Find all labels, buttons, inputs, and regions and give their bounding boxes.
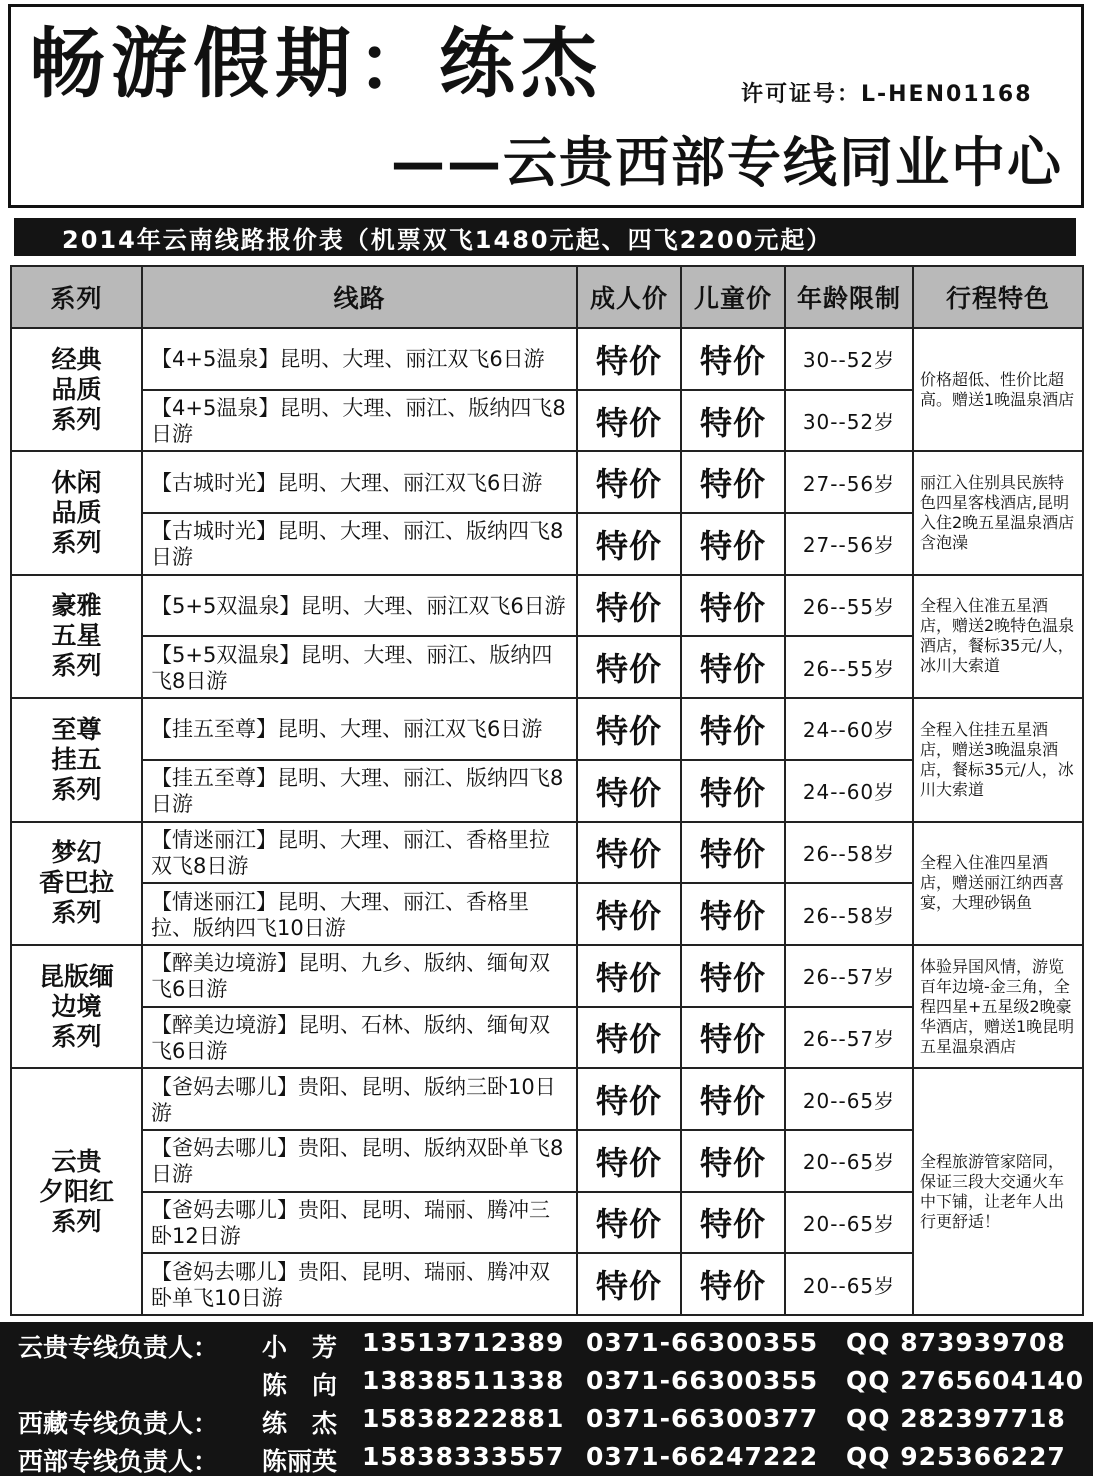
- route-cell: 【古城时光】昆明、大理、丽江、版纳四飞8日游: [142, 513, 577, 575]
- contact-qq: QQ 873939708: [846, 1328, 1066, 1357]
- age-limit-cell: 30--52岁: [785, 390, 913, 452]
- contact-mobile: 13513712389: [362, 1328, 565, 1357]
- child-price-cell: 特价: [681, 328, 785, 390]
- child-price-cell: 特价: [681, 636, 785, 698]
- route-cell: 【5+5双温泉】昆明、大理、丽江、版纳四飞8日游: [142, 636, 577, 698]
- route-cell: 【爸妈去哪儿】贵阳、昆明、版纳双卧单飞8日游: [142, 1130, 577, 1192]
- series-cell: 经典 品质 系列: [11, 328, 142, 451]
- age-limit-cell: 26--58岁: [785, 883, 913, 945]
- adult-price-cell: 特价: [577, 1068, 681, 1130]
- subtitle: ——云贵西部专线同业中心: [391, 131, 1063, 194]
- child-price-cell: 特价: [681, 575, 785, 637]
- table-row: [11, 1068, 1083, 1130]
- header-box: [8, 4, 1084, 208]
- series-cell: 至尊 挂五 系列: [11, 698, 142, 821]
- route-cell: 【5+5双温泉】昆明、大理、丽江双飞6日游: [142, 575, 577, 637]
- price-banner: 2014年云南线路报价表（机票双飞1480元起、四飞2200元起）: [14, 218, 1076, 256]
- contact-phone: 0371-66300355: [586, 1366, 819, 1395]
- contact-row: [0, 1402, 1093, 1440]
- series-cell: 休闲 品质 系列: [11, 451, 142, 574]
- adult-price-cell: 特价: [577, 1007, 681, 1069]
- contact-phone: 0371-66247222: [586, 1442, 819, 1471]
- age-limit-cell: 20--65岁: [785, 1253, 913, 1315]
- route-cell: 【挂五至尊】昆明、大理、丽江双飞6日游: [142, 698, 577, 760]
- contact-name: 练 杰: [262, 1409, 338, 1438]
- age-limit-cell: 26--55岁: [785, 636, 913, 698]
- adult-price-cell: 特价: [577, 575, 681, 637]
- age-limit-cell: 20--65岁: [785, 1068, 913, 1130]
- table-row: [11, 945, 1083, 1007]
- age-limit-cell: 27--56岁: [785, 513, 913, 575]
- feature-cell: 全程旅游管家陪同，保证三段大交通火车中下铺，让老年人出行更舒适！: [913, 1068, 1083, 1315]
- contact-mobile: 15838222881: [362, 1404, 565, 1433]
- adult-price-cell: 特价: [577, 328, 681, 390]
- header-route: 线路: [142, 266, 577, 328]
- contact-name: 陈 向: [262, 1371, 338, 1400]
- contact-mobile: 13838511338: [362, 1366, 565, 1395]
- child-price-cell: 特价: [681, 1253, 785, 1315]
- child-price-cell: 特价: [681, 760, 785, 822]
- age-limit-cell: 26--57岁: [785, 945, 913, 1007]
- contact-qq: QQ 282397718: [846, 1404, 1066, 1433]
- contact-phone: 0371-66300377: [586, 1404, 819, 1433]
- route-cell: 【爸妈去哪儿】贵阳、昆明、瑞丽、腾冲双卧单飞10日游: [142, 1253, 577, 1315]
- contact-row: [0, 1440, 1093, 1476]
- route-cell: 【爸妈去哪儿】贵阳、昆明、瑞丽、腾冲三卧12日游: [142, 1192, 577, 1254]
- child-price-cell: 特价: [681, 451, 785, 513]
- adult-price-cell: 特价: [577, 760, 681, 822]
- age-limit-cell: 24--60岁: [785, 698, 913, 760]
- child-price-cell: 特价: [681, 513, 785, 575]
- feature-cell: 体验异国风情，游览百年边境-金三角，全程四星+五星级2晚豪华酒店，赠送1晚昆明五星温泉酒店: [913, 945, 1083, 1068]
- brand-title: 畅游假期：练杰: [29, 19, 603, 108]
- route-cell: 【古城时光】昆明、大理、丽江双飞6日游: [142, 451, 577, 513]
- table-row: [11, 575, 1083, 637]
- tour-price-table: [10, 265, 1084, 1316]
- series-cell: 豪雅 五星 系列: [11, 575, 142, 698]
- feature-cell: 全程入住准四星酒店，赠送丽江纳西喜宴，大理砂锅鱼: [913, 822, 1083, 945]
- contacts-panel: [0, 1322, 1093, 1476]
- contact-row: [0, 1326, 1093, 1364]
- series-cell: 云贵 夕阳红 系列: [11, 1068, 142, 1315]
- feature-cell: 价格超低、性价比超高。赠送1晚温泉酒店: [913, 328, 1083, 451]
- child-price-cell: 特价: [681, 945, 785, 1007]
- contact-role: 云贵专线负责人：: [18, 1333, 219, 1362]
- table-row: [11, 451, 1083, 513]
- route-cell: 【情迷丽江】昆明、大理、丽江、香格里拉、版纳四飞10日游: [142, 883, 577, 945]
- adult-price-cell: 特价: [577, 1192, 681, 1254]
- child-price-cell: 特价: [681, 1130, 785, 1192]
- adult-price-cell: 特价: [577, 698, 681, 760]
- route-cell: 【醉美边境游】昆明、九乡、版纳、缅甸双飞6日游: [142, 945, 577, 1007]
- contact-name: 陈丽英: [262, 1447, 338, 1476]
- contact-role: 西部专线负责人：: [18, 1447, 219, 1476]
- contact-qq: QQ 925366227: [846, 1442, 1066, 1471]
- age-limit-cell: 26--55岁: [785, 575, 913, 637]
- adult-price-cell: 特价: [577, 822, 681, 884]
- contact-phone: 0371-66300355: [586, 1328, 819, 1357]
- adult-price-cell: 特价: [577, 636, 681, 698]
- child-price-cell: 特价: [681, 1192, 785, 1254]
- series-cell: 昆版缅 边境 系列: [11, 945, 142, 1068]
- feature-cell: 丽江入住别具民族特色四星客栈酒店,昆明入住2晚五星温泉酒店含泡澡: [913, 451, 1083, 574]
- route-cell: 【4+5温泉】昆明、大理、丽江、版纳四飞8日游: [142, 390, 577, 452]
- contact-qq: QQ 2765604140: [846, 1366, 1085, 1395]
- license-number: 许可证号：L-HEN01168: [741, 82, 1033, 107]
- header-feature: 行程特色: [913, 266, 1083, 328]
- table-row: [11, 328, 1083, 390]
- table-row: [11, 698, 1083, 760]
- contact-row: [0, 1364, 1093, 1402]
- adult-price-cell: 特价: [577, 883, 681, 945]
- header-series: 系列: [11, 266, 142, 328]
- contact-name: 小 芳: [262, 1333, 338, 1362]
- adult-price-cell: 特价: [577, 390, 681, 452]
- table-header-row: [11, 266, 1083, 328]
- header-child-price: 儿童价: [681, 266, 785, 328]
- route-cell: 【4+5温泉】昆明、大理、丽江双飞6日游: [142, 328, 577, 390]
- route-cell: 【情迷丽江】昆明、大理、丽江、香格里拉双飞8日游: [142, 822, 577, 884]
- age-limit-cell: 30--52岁: [785, 328, 913, 390]
- adult-price-cell: 特价: [577, 451, 681, 513]
- age-limit-cell: 20--65岁: [785, 1192, 913, 1254]
- child-price-cell: 特价: [681, 698, 785, 760]
- age-limit-cell: 26--57岁: [785, 1007, 913, 1069]
- child-price-cell: 特价: [681, 822, 785, 884]
- adult-price-cell: 特价: [577, 945, 681, 1007]
- adult-price-cell: 特价: [577, 1130, 681, 1192]
- age-limit-cell: 26--58岁: [785, 822, 913, 884]
- age-limit-cell: 27--56岁: [785, 451, 913, 513]
- age-limit-cell: 24--60岁: [785, 760, 913, 822]
- contact-mobile: 15838333557: [362, 1442, 565, 1471]
- header-age-limit: 年龄限制: [785, 266, 913, 328]
- table-body: [11, 328, 1083, 1315]
- route-cell: 【挂五至尊】昆明、大理、丽江、版纳四飞8日游: [142, 760, 577, 822]
- child-price-cell: 特价: [681, 883, 785, 945]
- age-limit-cell: 20--65岁: [785, 1130, 913, 1192]
- child-price-cell: 特价: [681, 390, 785, 452]
- adult-price-cell: 特价: [577, 1253, 681, 1315]
- adult-price-cell: 特价: [577, 513, 681, 575]
- table-row: [11, 822, 1083, 884]
- series-cell: 梦幻 香巴拉 系列: [11, 822, 142, 945]
- feature-cell: 全程入住挂五星酒店，赠送3晚温泉酒店，餐标35元/人，冰川大索道: [913, 698, 1083, 821]
- route-cell: 【醉美边境游】昆明、石林、版纳、缅甸双飞6日游: [142, 1007, 577, 1069]
- feature-cell: 全程入住准五星酒店，赠送2晚特色温泉酒店，餐标35元/人，冰川大索道: [913, 575, 1083, 698]
- route-cell: 【爸妈去哪儿】贵阳、昆明、版纳三卧10日游: [142, 1068, 577, 1130]
- header-adult-price: 成人价: [577, 266, 681, 328]
- contact-role: 西藏专线负责人：: [18, 1409, 219, 1438]
- child-price-cell: 特价: [681, 1068, 785, 1130]
- child-price-cell: 特价: [681, 1007, 785, 1069]
